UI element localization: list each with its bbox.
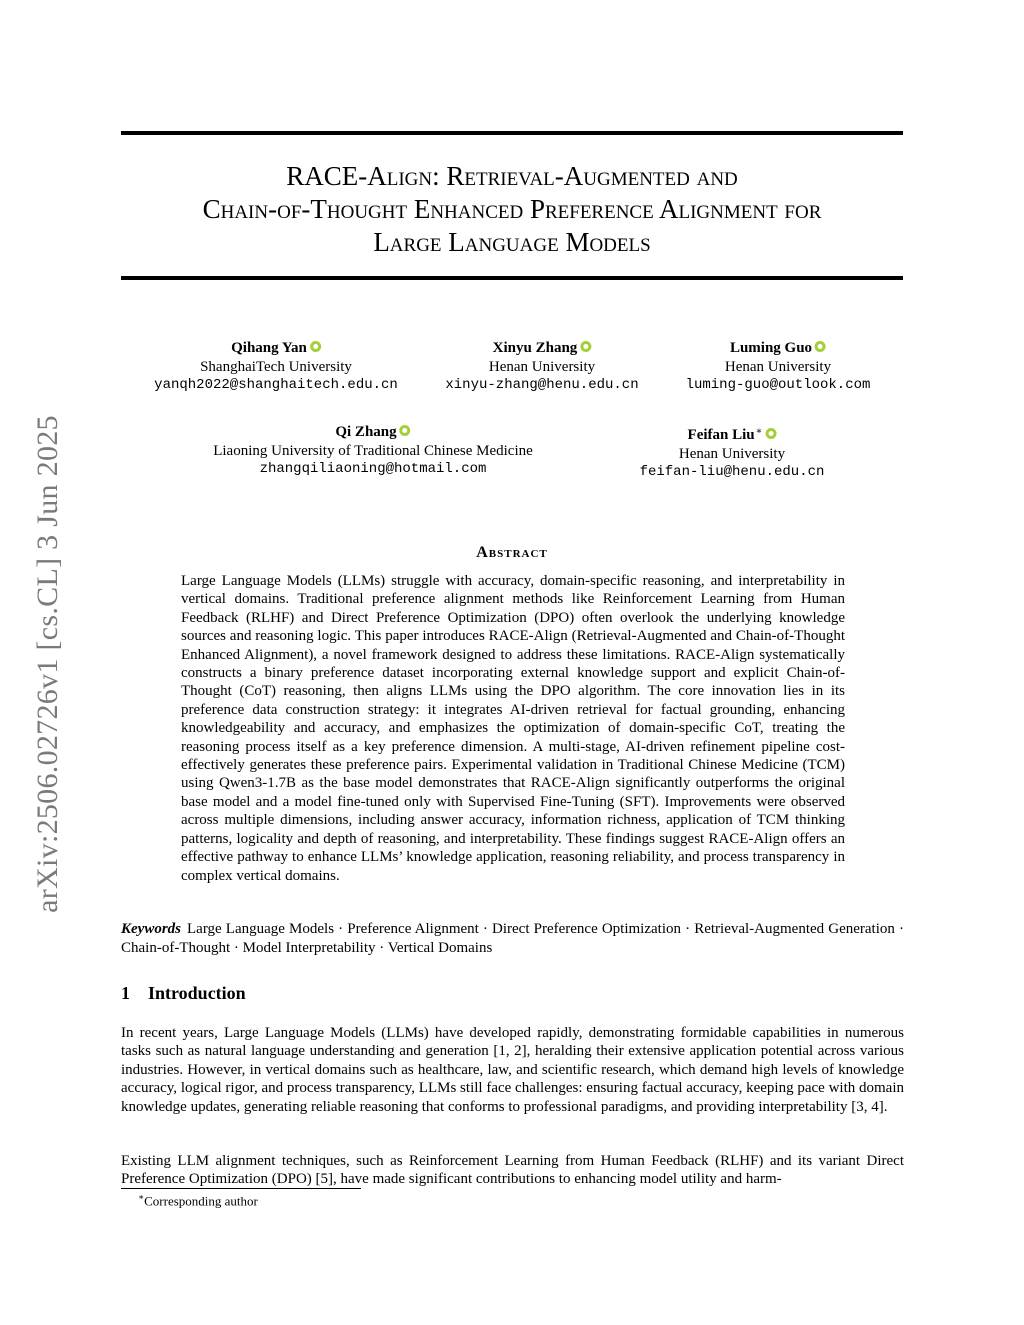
footnote-mark: ∗ [138, 1192, 145, 1202]
author-block [686, 339, 871, 395]
section-number: 1 [121, 983, 130, 1003]
keywords-label: Keywords [121, 921, 181, 937]
abstract-text: Large Language Models (LLMs) struggle with accuracy, domain-specific reasoning, and interpretability in vertical domains. Traditional preference alignment methods like Reinforcement Learning from Human Feedback (RLHF) and Direct Preference Optimization (DPO) often overlook the underlying knowledge sources and reasoning logic. This paper introduces RACE-Align (Retrieval-Augmented and Chain-of-Thought Enhanced Alignment), a novel framework designed to address these limitations. RACE-Align systematically constructs a binary preference dataset incorporating external knowledge support and explicit Chain-of-Thought (CoT) reasoning, then aligns LLMs using the DPO algorithm. The core innovation lies in its preference data construction strategy: it integrates AI-driven retrieval for factual grounding, enhancing knowledgeability and accuracy, and emphasizes the optimization of domain-specific CoT, treating the reasoning process itself as a key preference dimension. A multi-stage, AI-driven refinement pipeline cost-effectively generates these preference pairs. Experimental validation in Traditional Chinese Medicine (TCM) using Qwen3-1.7B as the base model demonstrates that RACE-Align significantly outperforms the original base model and a model fine-tuned only with Supervised Fine-Tuning (SFT). Improvements were observed across multiple dimensions, including answer accuracy, information richness, application of TCM thinking patterns, logicality and depth of reasoning, and interpretability. These findings suggest RACE-Align offers an effective pathway to enhance LLMs’ knowledge application, reasoning reliability, and process transparency in complex vertical domains. [181, 573, 845, 884]
abstract-heading: Abstract [476, 544, 548, 561]
title-line-2: Chain-of-Thought Enhanced Preference Alignment for [202, 194, 822, 224]
intro-paragraph-2: Existing LLM alignment techniques, such as Reinforcement Learning from Human Feedback (RLHF) and its variant Direct Preference Optimization (DPO) [5], have made significant contributions to enhancing model utility and harm- [121, 1153, 904, 1188]
author-affiliation: Liaoning University of Traditional Chinese Medicine [213, 442, 533, 459]
author-affiliation: ShanghaiTech University [200, 358, 352, 375]
author-email[interactable]: yanqh2022@shanghaitech.edu.cn [154, 377, 398, 393]
author-name: Feifan Liu [687, 427, 755, 443]
author-name: Qihang Yan [231, 340, 307, 356]
author-name: Qi Zhang [335, 424, 397, 440]
author-name: Xinyu Zhang [492, 340, 578, 356]
section-heading-introduction [121, 983, 246, 1004]
author-block [445, 339, 638, 395]
title-line-1: RACE-Align: Retrieval-Augmented and [286, 161, 738, 191]
author-affiliation: Henan University [678, 445, 786, 462]
corresponding-author-mark: ∗ [755, 426, 763, 437]
section-title: Introduction [148, 983, 246, 1003]
keywords-list: Large Language Models · Preference Alignment · Direct Preference Optimization · Retrieval-Augmented Generation · Chain-of-Thought · Model Interpretability · Vertical Domains [121, 921, 904, 956]
intro-paragraph-1: In recent years, Large Language Models (LLMs) have developed rapidly, demonstrating formidable capabilities in numerous tasks such as natural language understanding and generation [1, 2], heralding their extensive application potential across various industries. However, in vertical domains such as healthcare, law, and scientific research, which demand high levels of knowledge accuracy, logical rigor, and process transparency, LLMs still face challenges: ensuring factual accuracy, keeping pace with domain knowledge updates, generating reliable reasoning that conforms to professional paradigms, and providing interpretability [3, 4]. [121, 1025, 904, 1115]
title-top-rule [121, 131, 903, 135]
author-email[interactable]: zhangqiliaoning@hotmail.com [259, 461, 487, 477]
orcid-icon[interactable] [580, 341, 591, 352]
footnote [138, 1192, 258, 1209]
orcid-icon[interactable] [400, 425, 411, 436]
title-bottom-rule [121, 276, 903, 280]
orcid-icon[interactable] [765, 428, 776, 439]
footnote-text: Corresponding author [144, 1193, 258, 1209]
paper-title [121, 160, 903, 259]
author-block [640, 423, 825, 482]
footnote-rule [121, 1188, 361, 1189]
arxiv-side-stamp [32, 384, 64, 944]
author-block [154, 339, 398, 395]
author-name: Luming Guo [729, 340, 813, 356]
author-email[interactable]: feifan-liu@henu.edu.cn [639, 464, 825, 480]
title-line-3: Large Language Models [373, 227, 651, 257]
author-affiliation: Henan University [488, 358, 596, 375]
orcid-icon[interactable] [815, 341, 826, 352]
author-block [213, 423, 533, 479]
author-email[interactable]: xinyu-zhang@henu.edu.cn [445, 377, 639, 393]
arxiv-identifier: arXiv:2506.02726v1 [cs.CL] 3 Jun 2025 [31, 415, 65, 913]
orcid-icon[interactable] [310, 341, 321, 352]
keywords [121, 920, 904, 957]
author-affiliation: Henan University [724, 358, 832, 375]
author-email[interactable]: luming-guo@outlook.com [685, 377, 871, 393]
